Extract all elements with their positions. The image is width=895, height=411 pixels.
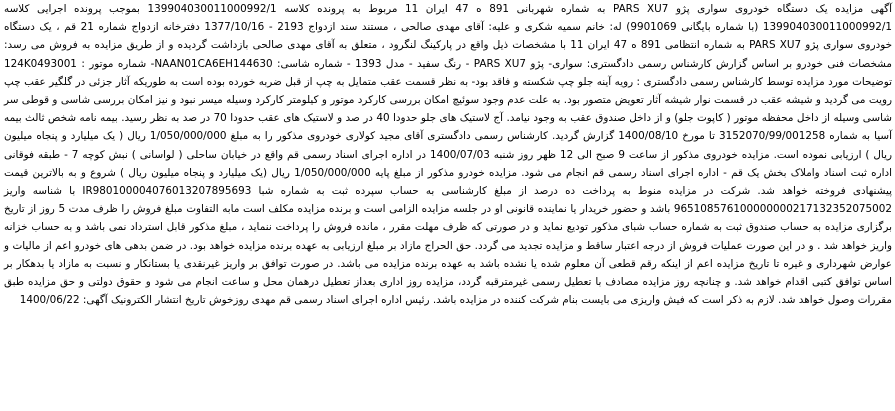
notice-body-text: آگهی مزایده یک دستگاه خودروی سواری پژو PARS XU7 به شماره شهربانی 891 ه 47 ایران 11 مربوط به پرونده کلاسه 139904030011000992/1 بموجب پرونده اجرایی کلاسه 139904030011000992/1 (با شماره بایگانی 9901069) له: خانم سمیه شکری و علیه: آقای مهدی صالحی ، مستند سند ازدواج 2193 - 1377/10/16 دفترخانه ازدواج شماره 21 قم ، یک دستگاه خودروی سواری پژو PARS XU7 به شماره انتظامی 891 ه 47 ایران 11 با مشخصات ذیل واقع در پارکینگ لنگرود ، متعلق به آقای مهدی صالحی بازداشت گردیده و از طریق مزایده به فروش می رسد: مشخصات فنی خودرو بر اساس گزارش کارشناس رسمی دادگستری: سواری- پژو PARS XU7 - رنگ سفید - مدل 1393 - شماره شاسی: NAAN01CA6EH144630- شماره موتور : 124K0493001 توضیحات مورد مزایده توسط کارشناس رسمی دادگستری : رویه آینه جلو چپ شکسته و فاقد بود- به نظر قسمت عقب متمایل به چپ از قبل ضربه خورده بوده است به طوریکه آثار جزئی در گلگیر عقب چپ رویت می گردید و شیشه عقب در قسمت نوار شیشه آثار تعویض متصور بود. به علت عدم وجود سوئیچ امکان بررسی کارکرد موتور و کیلومتر کارکرد وسیله میسر نبود و نیز امکان بررسی شاسی و قوطی سر شاسی وسیله از داخل محفظه موتور ( کاپوت جلو) و از داخل صندوق عقب به وجود نیامد. آج لاستیک های جلو حدودا 40 در صد و لاستیک های عقب حدودا 70 در صد به نظر رسید. بیمه نامه شخص ثالث بیمه آسیا به شماره 3152070/99/001258 تا مورخ 1400/08/10 گزارش گردید. کارشناس رسمی دادگستری آقای مجید کولاری خودروی مذکور را به مبلغ 1/050/000/000 ریال ( یک میلیارد و پنجاه میلیون ریال ) ارزیابی نموده است. مزایده خودروی مذکور از ساعت 9 صبح الی 12 ظهر روز شنبه 1400/07/03 در اداره اجرای اسناد رسمی قم واقع در خیابان ساحلی ( لواسانی ) نبش کوچه 7 - طبقه فوقانی اداره ثبت اسناد واملاک بخش یک قم - اداره اجرای اسناد رسمی قم انجام می شود. مزایده خودرو مذکور از مبلغ پایه 1/050/000/000 ریال (یک میلیارد و پنجاه میلیون ریال ) شروع و به بالاترین قیمت پیشنهادی فروخته خواهد شد. شرکت در مزایده منوط به پرداخت ده درصد از مبلغ کارشناسی به حساب سپرده ثبت به شماره شبا IR980100004076013207895693 با شناسه واریز 965108576100000000217132352075002 باشد و حضور خریدار یا نماینده قانونی او در جلسه مزایده الزامی است و برنده مزایده مکلف است مابه التفاوت مبلغ فروش را ظرف مدت 5 روز از تاریخ برگزاری مزایده به حساب صندوق ثبت به شماره حساب شبای مذکور تودیع نماید و در صورتی که ظرف مهلت مقرر ، مانده فروش را پرداخت ننماید ، مبلغ مذکور قابل استرداد نمی باشد و به حساب خزانه واریز خواهد شد . و در این صورت عملیات فروش از درجه اعتبار ساقط و مزایده تجدید می گردد. حق الحراج مازاد بر مبلغ ارزیابی به عهده برنده مزایده خواهد بود. در ضمن بدهی های خودرو اعم از مالیات و عوارض شهرداری و غیره تا تاریخ مزایده اعم از اینکه رقم قطعی آن معلوم شده یا نشده باشد به عهده برنده مزایده می باشد. در صورت توافق بر واریز غیرنقدی یا بستانکار و نسبت به مازاد یا بدهکار بر اساس توافق کتبی اقدام خواهد شد. و چنانچه روز مزایده مصادف با تعطیل رسمی غیرمترقبه گردد، مزایده روز اداری بعداز تعطیل درهمان محل و ساعت انجام می شود و حقوق دولتی و حق مزایده طبق مقررات وصول خواهد شد. لازم به ذکر است که فیش واریزی می بایست بنام شرکت کننده در مزایده باشد. رئیس اداره اجرای اسناد رسمی قم مهدی روزخوش تاریخ انتشار الکترونیک آگهی: 1400/06/22 bbox=[4, 3, 893, 307]
